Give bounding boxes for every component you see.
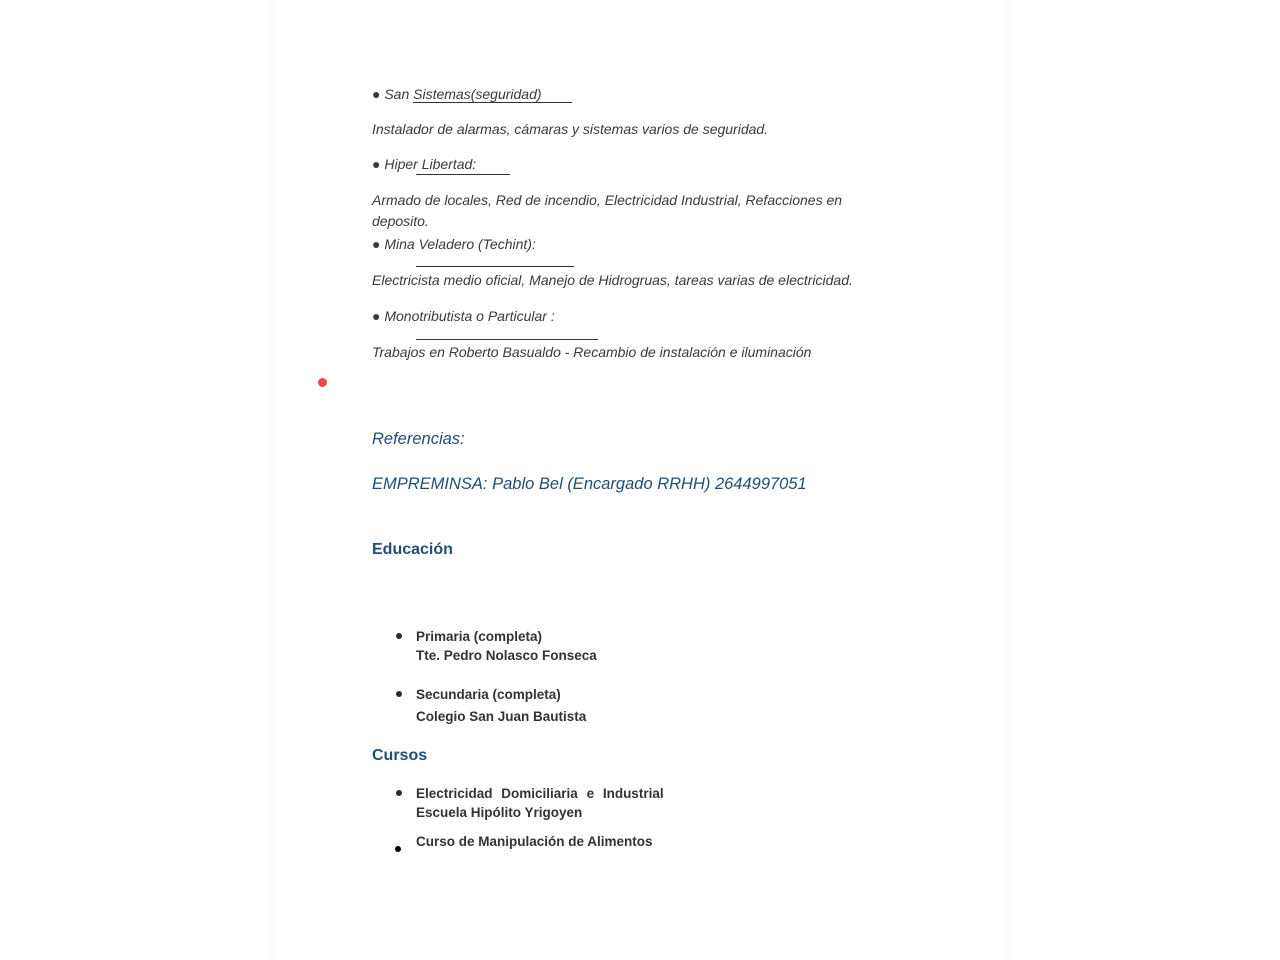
red-marker-dot xyxy=(318,378,327,387)
education-heading: Educación xyxy=(372,541,453,558)
education-item-school: Tte. Pedro Nolasco Fonseca xyxy=(416,648,597,663)
job-title-hiper-libertad: ● Hiper Libertad: xyxy=(372,156,477,172)
job-description-cont: deposito. xyxy=(372,213,429,229)
bullet-icon xyxy=(395,846,401,852)
bullet-icon xyxy=(396,790,402,796)
page-edge-left xyxy=(262,0,276,960)
underline xyxy=(416,266,574,267)
job-title-san-sistemas: ● San Sistemas(seguridad) xyxy=(372,86,542,102)
references-heading: Referencias: xyxy=(372,430,465,448)
education-item-title: Primaria (completa) xyxy=(416,629,543,644)
course-item-title: Curso de Manipulación de Alimentos xyxy=(416,834,653,849)
job-title-mina-veladero: ● Mina Veladero (Techint): xyxy=(372,236,536,252)
job-description: Trabajos en Roberto Basualdo - Recambio de instalación e iluminación xyxy=(372,344,812,360)
courses-heading: Cursos xyxy=(372,747,428,764)
job-description: Armado de locales, Red de incendio, Electricidad Industrial, Refacciones en xyxy=(372,192,843,208)
job-description: Instalador de alarmas, cámaras y sistemas varios de seguridad. xyxy=(372,121,769,137)
education-item-school: Colegio San Juan Bautista xyxy=(416,709,587,724)
underline xyxy=(416,339,598,340)
underline xyxy=(413,102,572,103)
underline xyxy=(416,174,510,175)
job-title-monotributista: ● Monotributista o Particular : xyxy=(372,308,555,324)
job-description: Electricista medio oficial, Manejo de Hidrogruas, tareas varias de electricidad. xyxy=(372,272,853,288)
page-edge-right xyxy=(1004,0,1018,960)
bullet-icon xyxy=(396,691,402,697)
education-item-title: Secundaria (completa) xyxy=(416,687,561,702)
course-item-school: Escuela Hipólito Yrigoyen xyxy=(416,805,583,820)
reference-entry: EMPREMINSA: Pablo Bel (Encargado RRHH) 2644997051 xyxy=(372,475,807,493)
course-item-title: Electricidad Domiciliaria e Industrial xyxy=(416,786,664,801)
bullet-icon xyxy=(396,633,402,639)
